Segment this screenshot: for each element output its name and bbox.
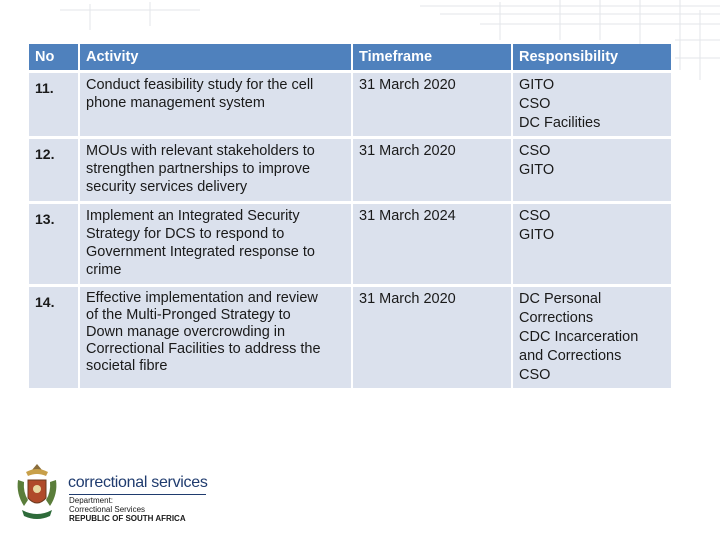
responsibility-line: and Corrections bbox=[519, 348, 622, 364]
responsibility-cell bbox=[513, 139, 671, 201]
dept-line: REPUBLIC OF SOUTH AFRICA bbox=[69, 514, 186, 523]
activity-line: of the Multi-Pronged Strategy to bbox=[86, 307, 291, 323]
activity-line: Strategy for DCS to respond to bbox=[86, 226, 285, 242]
activity-line: strengthen partnerships to improve bbox=[86, 161, 311, 177]
table-row bbox=[29, 73, 671, 136]
timeframe-cell: 31 March 2020 bbox=[353, 139, 511, 201]
responsibility-cell bbox=[513, 204, 671, 284]
responsibility-line: CSO bbox=[519, 367, 551, 383]
activity-line: societal fibre bbox=[86, 358, 168, 374]
activity-line: Implement an Integrated Security bbox=[86, 208, 300, 224]
header-no: No bbox=[29, 44, 78, 70]
dept-line: Correctional Services bbox=[69, 505, 146, 514]
responsibility-line: DC Personal bbox=[519, 291, 602, 307]
activity-cell bbox=[80, 287, 351, 388]
activities-table bbox=[27, 41, 673, 391]
activity-line: crime bbox=[86, 262, 122, 278]
activity-cell bbox=[80, 73, 351, 136]
responsibility-line: GITO bbox=[519, 227, 555, 243]
responsibility-line: GITO bbox=[519, 77, 555, 93]
activity-line: Government Integrated response to bbox=[86, 244, 315, 260]
row-number: 14. bbox=[29, 287, 78, 388]
activity-line: Correctional Facilities to address the bbox=[86, 341, 321, 357]
responsibility-line: GITO bbox=[519, 162, 555, 178]
timeframe-cell: 31 March 2020 bbox=[353, 73, 511, 136]
row-number: 13. bbox=[29, 204, 78, 284]
activity-line: phone management system bbox=[86, 95, 265, 111]
table-row bbox=[29, 139, 671, 201]
table-row bbox=[29, 204, 671, 284]
responsibility-cell bbox=[513, 73, 671, 136]
row-number: 11. bbox=[29, 73, 78, 136]
responsibility-line: Corrections bbox=[519, 310, 594, 326]
responsibility-line: CDC Incarceration bbox=[519, 329, 639, 345]
timeframe-cell: 31 March 2020 bbox=[353, 287, 511, 388]
responsibility-line: CSO bbox=[519, 143, 551, 159]
responsibility-cell bbox=[513, 287, 671, 388]
activity-cell bbox=[80, 139, 351, 201]
department-text bbox=[69, 496, 186, 523]
dept-line: Department: bbox=[69, 496, 114, 505]
department-logo bbox=[12, 460, 272, 530]
brand-divider bbox=[69, 494, 206, 495]
header-activity: Activity bbox=[80, 44, 351, 70]
brand-name: correctional services bbox=[68, 474, 208, 491]
activity-line: Conduct feasibility study for the cell bbox=[86, 77, 314, 93]
activity-line: Effective implementation and review bbox=[86, 290, 318, 306]
timeframe-cell: 31 March 2024 bbox=[353, 204, 511, 284]
activity-line: Down manage overcrowding in bbox=[86, 324, 286, 340]
activity-line: security services delivery bbox=[86, 179, 248, 195]
coat-of-arms-icon bbox=[12, 460, 62, 524]
responsibility-line: CSO bbox=[519, 208, 551, 224]
table-header-row bbox=[29, 44, 671, 70]
activity-cell bbox=[80, 204, 351, 284]
row-number: 12. bbox=[29, 139, 78, 201]
responsibility-line: CSO bbox=[519, 96, 551, 112]
activity-line: MOUs with relevant stakeholders to bbox=[86, 143, 315, 159]
responsibility-line: DC Facilities bbox=[519, 115, 601, 131]
header-timeframe: Timeframe bbox=[353, 44, 511, 70]
table-row bbox=[29, 287, 671, 388]
header-responsibility: Responsibility bbox=[513, 44, 671, 70]
